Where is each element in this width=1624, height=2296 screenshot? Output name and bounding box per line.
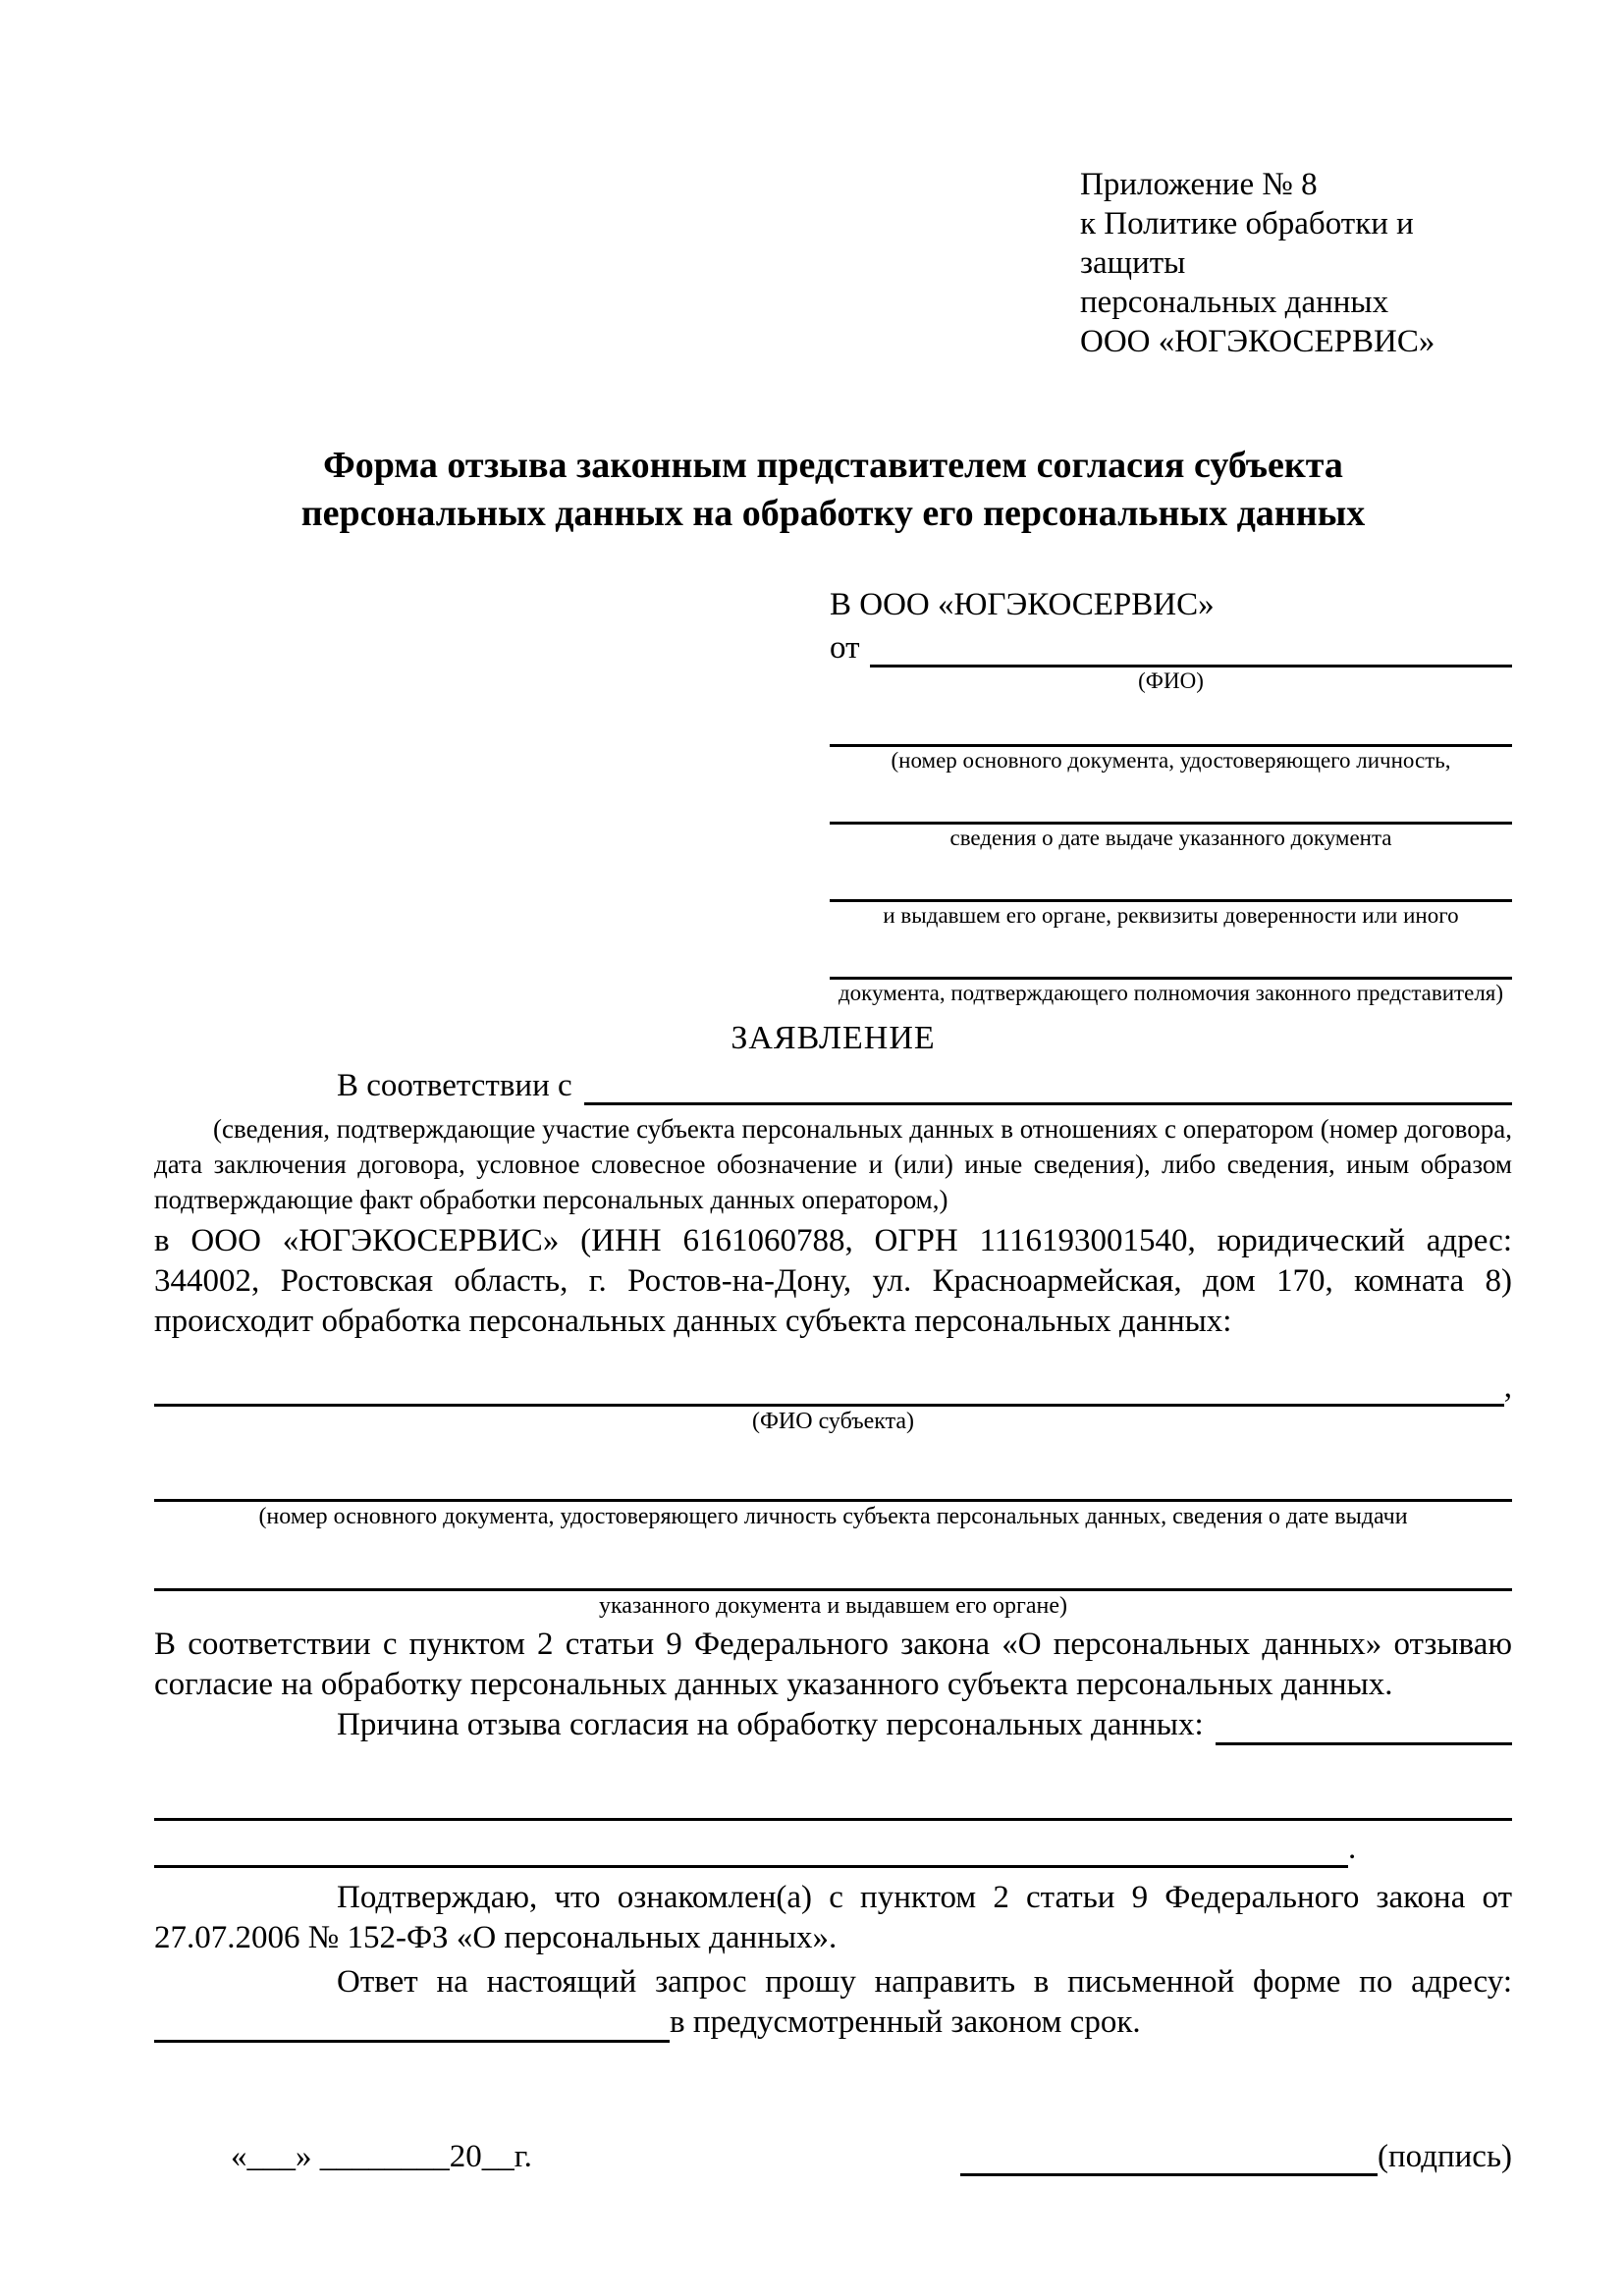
reason-prefix: Причина отзыва согласия на обработку персональных данных: — [337, 1707, 1204, 1742]
response-paragraph: Ответ на настоящий запрос прошу направить в письменной форме по адресу: — [337, 1964, 1512, 2000]
header-note-line: персональных данных — [1080, 285, 1389, 320]
signature-block — [960, 2137, 1512, 2176]
subject-line-comma: , — [1503, 1369, 1512, 1405]
reason-field-row — [154, 1705, 1512, 1745]
subject-doc-field[interactable] — [154, 1469, 1512, 1502]
address-field-row — [154, 2002, 1512, 2043]
operator-paragraph: в ООО «ЮГЭКОСЕРВИС» (ИНН 6161060788, ОГРН 1116193001540, юридический адрес: 344002, Ростовская область, г. Ростов-на-Дону, ул. Красноармейская, дом 170, комната 8) происходит обработка персональных данных субъекта персональных данных: — [154, 1223, 1512, 1339]
header-note-line: Приложение № 8 — [1080, 167, 1318, 202]
subject-fio-field-row — [154, 1367, 1512, 1407]
subject-doc-field[interactable] — [154, 1559, 1512, 1591]
basis-field-row — [154, 1066, 1512, 1105]
response-suffix: в предусмотренный законом срок. — [670, 2004, 1141, 2040]
confirmation-paragraph: Подтверждаю, что ознакомлен(а) с пунктом 2 статьи 9 Федерального закона от 27.07.2006 № 152-ФЗ «О персональных данных». — [154, 1880, 1512, 1955]
subject-fio-field[interactable] — [154, 1374, 1504, 1407]
basis-prefix: В соответствии с — [337, 1068, 572, 1103]
subject-doc-hint: указанного документа и выдавшем его органе) — [598, 1593, 1068, 1619]
representative-doc-field[interactable] — [830, 717, 1512, 747]
representative-doc-field[interactable] — [830, 794, 1512, 825]
reason-field[interactable] — [1216, 1713, 1512, 1745]
page-title: Форма отзыва законным представителем согласия субъекта персональных данных на обработку его персональных данных — [300, 445, 1366, 534]
sentence-period: . — [1348, 1831, 1357, 1866]
header-note-line: к Политике обработки и защиты — [1080, 206, 1414, 281]
signature-field[interactable] — [960, 2142, 1378, 2176]
from-field-row — [830, 628, 1512, 667]
subject-fio-hint: (ФИО субъекта) — [751, 1409, 915, 1434]
doc-hint: и выдавшем его органе, реквизиты доверенности или иного — [883, 903, 1459, 928]
reason-blank-line[interactable] — [154, 1836, 1348, 1868]
withdrawal-paragraph: В соответствии с пунктом 2 статьи 9 Федерального закона «О персональных данных» отзываю согласие на обработку персональных данных указанного субъекта персональных данных. — [154, 1627, 1512, 1702]
header-note — [1080, 165, 1512, 361]
basis-field[interactable] — [584, 1069, 1512, 1105]
subject-doc-hint: (номер основного документа, удостоверяющего личность субъекта персональных данных, сведения о дате выдачи — [258, 1504, 1408, 1529]
doc-hint: сведения о дате выдаче указанного документа — [949, 826, 1392, 850]
header-note-line: ООО «ЮГЭКОСЕРВИС» — [1080, 324, 1435, 359]
signature-hint: (подпись) — [1378, 2139, 1512, 2174]
addressee-block — [830, 585, 1512, 1007]
doc-hint: документа, подтверждающего полномочия законного представителя) — [838, 981, 1504, 1005]
doc-hint: (номер основного документа, удостоверяющего личность, — [891, 748, 1451, 773]
statement-heading: ЗАЯВЛЕНИЕ — [731, 1020, 936, 1056]
document-content — [154, 0, 1512, 2176]
footer-row — [154, 2137, 1512, 2176]
representative-doc-field[interactable] — [830, 949, 1512, 980]
representative-fio-field[interactable] — [870, 631, 1513, 667]
address-field[interactable] — [154, 2010, 670, 2043]
fio-hint: (ФИО) — [1138, 668, 1204, 693]
reason-blank-line[interactable] — [154, 1789, 1512, 1821]
from-label: от — [830, 630, 860, 666]
addressee-organization: В ООО «ЮГЭКОСЕРВИС» — [830, 587, 1215, 622]
reason-blank-line-row — [154, 1829, 1512, 1868]
representative-doc-field[interactable] — [830, 872, 1512, 902]
basis-hint: (сведения, подтверждающие участие субъекта персональных данных в отношениях с оператором (номер договора, дата заключения договора, условное словесное обозначение и (или) иные сведения), либо сведения, иным образом подтверждающие факт обработки персональных данных оператором,) — [154, 1114, 1512, 1214]
date-field[interactable]: «___» ________20__г. — [231, 2139, 532, 2174]
